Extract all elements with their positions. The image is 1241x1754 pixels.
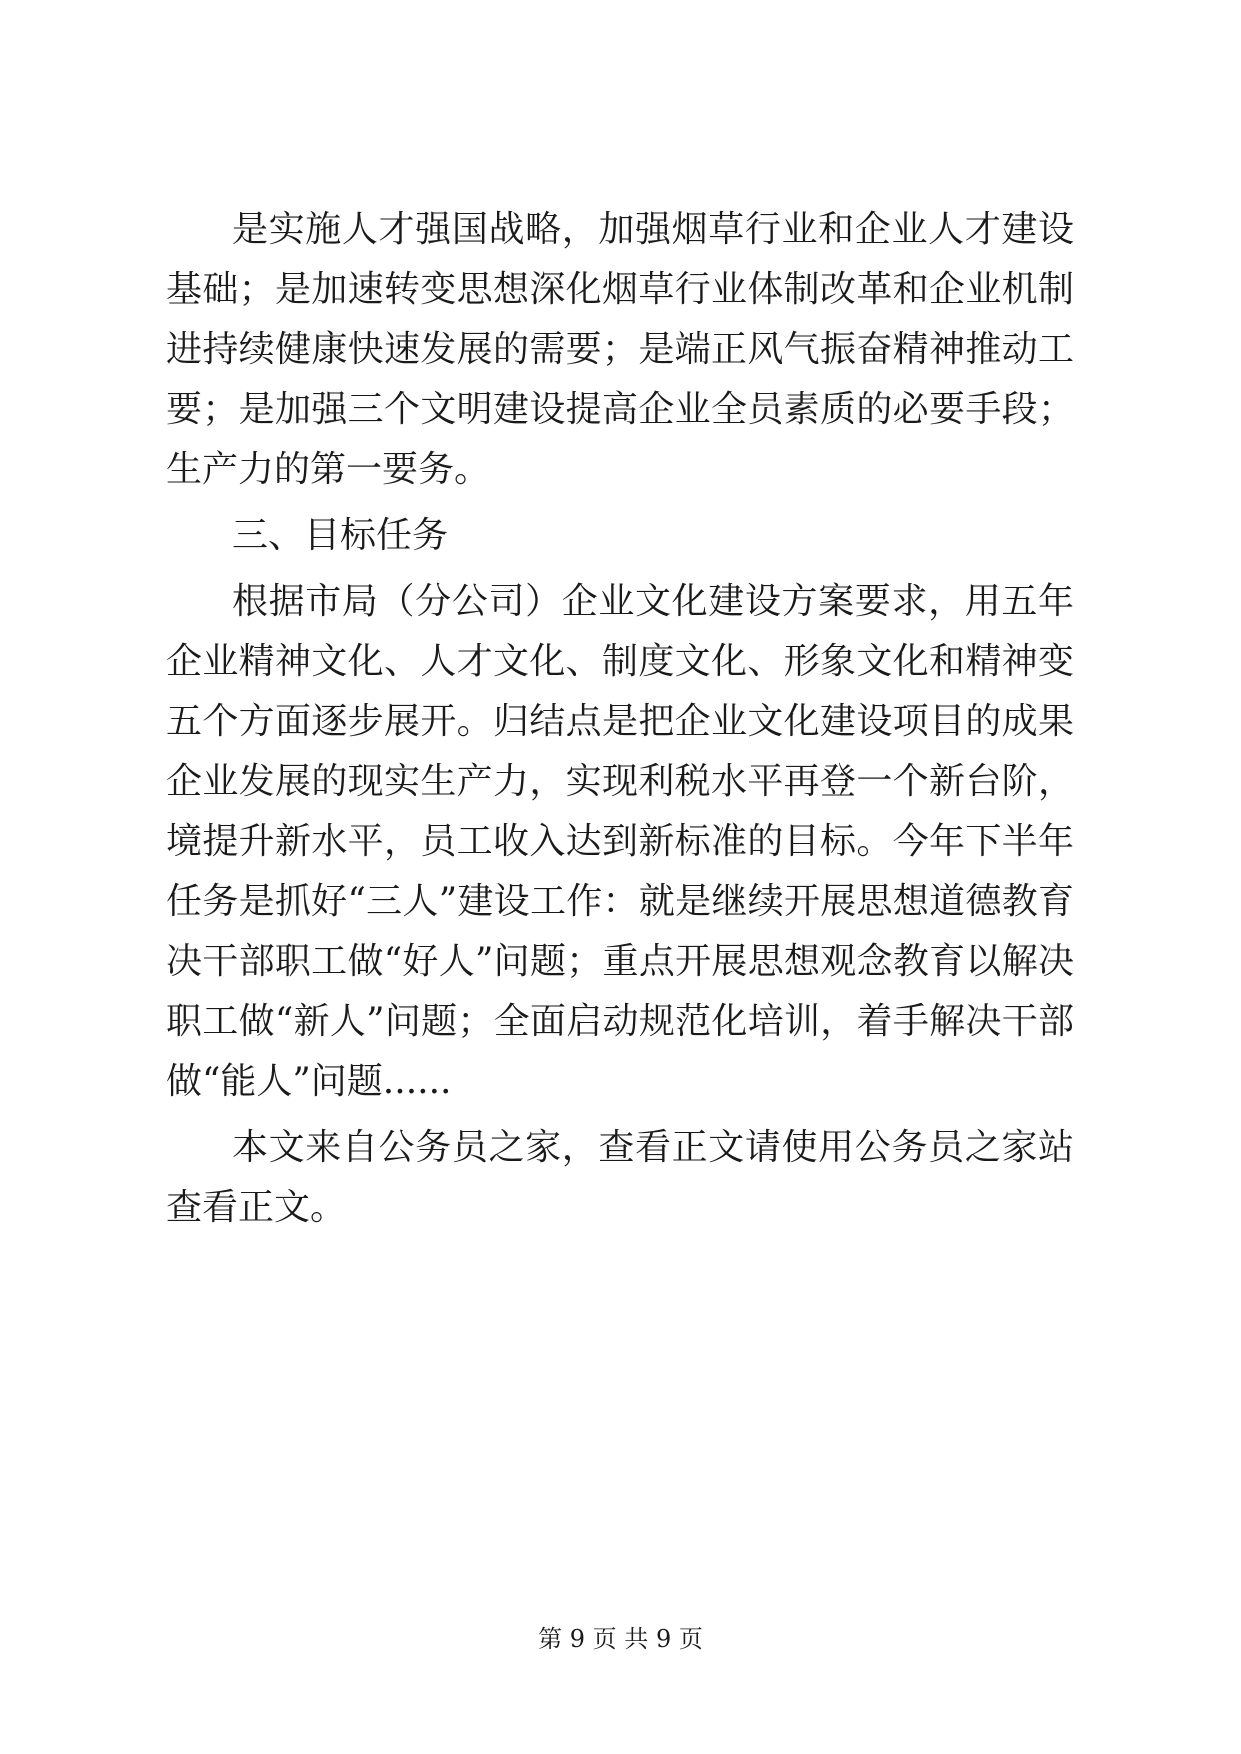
paragraph-2-line-4: 企业发展的现实生产力，实现利税水平再登一个新台阶， — [166, 761, 1074, 802]
paragraph-1-line-3: 进持续健康快速发展的需要；是端正风气振奋精神推动工 — [166, 329, 1074, 370]
paragraph-3-line-2: 查看正文。 — [166, 1187, 347, 1228]
paragraph-1-line-4: 要；是加强三个文明建设提高企业全员素质的必要手段； — [166, 389, 1074, 430]
paragraph-1-line-5: 生产力的第一要务。 — [166, 449, 491, 490]
paragraph-3-line-1: 本文来自公务员之家，查看正文请使用公务员之家站 — [232, 1127, 1074, 1168]
paragraph-2-line-7: 决干部职工做“好人”问题；重点开展思想观念教育以解决 — [166, 941, 1074, 982]
page-number-footer: 第 9 页 共 9 页 — [538, 1625, 703, 1653]
paragraph-1-line-2: 基础；是加速转变思想深化烟草行业体制改革和企业机制 — [166, 269, 1074, 310]
paragraph-2-line-5: 境提升新水平，员工收入达到新标准的目标。今年下半年 — [166, 821, 1074, 862]
paragraph-1-line-1: 是实施人才强国战略，加强烟草行业和企业人才建设 — [232, 209, 1074, 250]
paragraph-2-line-1: 根据市局（分公司）企业文化建设方案要求，用五年 — [232, 581, 1074, 622]
paragraph-2-line-8: 职工做“新人”问题；全面启动规范化培训，着手解决干部 — [166, 1001, 1074, 1042]
paragraph-2-line-6: 任务是抓好“三人”建设工作：就是继续开展思想道德教育 — [166, 881, 1074, 922]
paragraph-2-line-9: 做“能人”问题...... — [166, 1061, 452, 1102]
paragraph-2-line-3: 五个方面逐步展开。归结点是把企业文化建设项目的成果 — [166, 701, 1074, 742]
paragraph-2-line-2: 企业精神文化、人才文化、制度文化、形象文化和精神变 — [166, 641, 1074, 682]
section-heading: 三、目标任务 — [232, 515, 449, 556]
